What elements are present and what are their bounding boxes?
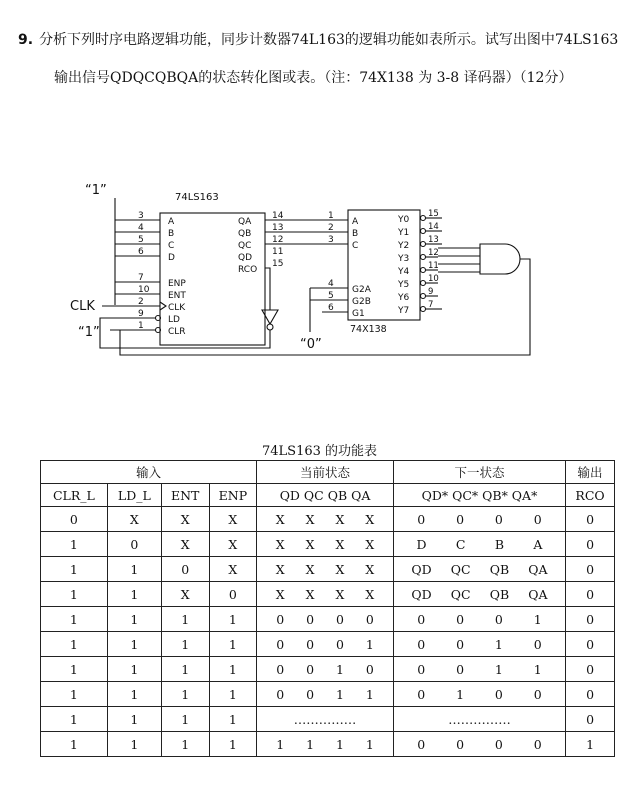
state-bit: QA — [528, 586, 548, 602]
state-bit: 0 — [306, 686, 315, 702]
state-bit: X — [305, 511, 315, 527]
chip1-name: 74LS163 — [175, 192, 219, 203]
table-cell: 1 — [41, 732, 108, 757]
chip-74x138 — [328, 209, 442, 335]
chip2-pin-label: B — [352, 229, 359, 239]
chip2-out-number: 12 — [428, 248, 439, 258]
rco-cell: 1 — [566, 732, 615, 757]
next-state-cell — [393, 732, 565, 757]
chip1-pin-number: 1 — [138, 321, 144, 331]
table-cell: X — [161, 507, 209, 532]
inverter-triangle — [262, 310, 278, 324]
chip2-out-label: Y1 — [398, 228, 410, 238]
col-header-ent: ENT — [161, 484, 209, 507]
and-gate-inputs — [438, 248, 480, 272]
state-bit: X — [365, 536, 375, 552]
current-state-cell — [257, 632, 394, 657]
state-bit: 0 — [417, 661, 426, 677]
state-bit: 0 — [417, 611, 426, 627]
chip1-pin-number: 7 — [138, 273, 144, 283]
state-bit: 1 — [365, 686, 374, 702]
state-bit: 0 — [533, 686, 542, 702]
state-bit: X — [335, 536, 345, 552]
state-bit: QC — [450, 561, 471, 577]
logic-zero: “0” — [300, 337, 322, 352]
table-cell: 1 — [41, 707, 108, 732]
next-state-cell — [393, 532, 565, 557]
state-bit: QC — [450, 586, 471, 602]
chip2-out-bubble — [421, 216, 426, 221]
current-state-cell — [257, 532, 394, 557]
state-bit: X — [275, 561, 285, 577]
chip2-out-label: Y6 — [398, 293, 410, 303]
next-state-cell — [393, 607, 565, 632]
current-state-cell — [257, 682, 394, 707]
chip2-pin-number: 2 — [328, 223, 334, 233]
col-header-enp: ENP — [209, 484, 257, 507]
chip2-pin-number: 1 — [328, 211, 334, 221]
current-state-cell — [257, 557, 394, 582]
table-cell: 1 — [41, 632, 108, 657]
table-row — [41, 657, 615, 682]
table-cell: 0 — [209, 582, 257, 607]
table-cell: 1 — [209, 607, 257, 632]
table-caption: 74LS163 的功能表 — [261, 444, 378, 459]
col-header-rco: RCO — [566, 484, 615, 507]
table-cell: 1 — [41, 682, 108, 707]
rco-cell: 0 — [566, 507, 615, 532]
state-bit: X — [275, 586, 285, 602]
chip1-pin-label: D — [168, 253, 175, 263]
chip2-name: 74X138 — [350, 324, 387, 335]
chip2-out-number: 9 — [428, 287, 434, 297]
table-cell: 1 — [107, 607, 161, 632]
state-bit: 0 — [276, 686, 285, 702]
state-bit: 0 — [456, 736, 465, 752]
chip1-pin-number: 2 — [138, 297, 144, 307]
chip2-out-bubble — [421, 255, 426, 260]
rco-cell: 0 — [566, 682, 615, 707]
group-header-next: 下一状态 — [393, 461, 565, 484]
table-cell: 0 — [41, 507, 108, 532]
chip1-clock-marker — [160, 302, 166, 310]
state-bit: 1 — [336, 686, 344, 702]
state-bit: 0 — [533, 636, 542, 652]
chip2-out-number: 13 — [428, 235, 439, 245]
state-bit: X — [305, 561, 315, 577]
table-row — [41, 682, 615, 707]
state-bit: 1 — [365, 736, 374, 752]
function-table — [40, 460, 615, 757]
chip1-out-number: 15 — [272, 259, 284, 269]
state-bit: X — [365, 511, 375, 527]
state-bit: 1 — [336, 661, 344, 677]
state-bit: 1 — [494, 661, 503, 677]
chip1-pin-label: C — [168, 241, 175, 251]
and-gate — [480, 244, 520, 274]
state-bit: 0 — [365, 611, 374, 627]
table-cell: 1 — [107, 582, 161, 607]
state-bit: 0 — [417, 686, 426, 702]
table-cell: 1 — [41, 607, 108, 632]
rco-cell: 0 — [566, 532, 615, 557]
state-bit: C — [455, 536, 466, 552]
wire-rco — [265, 268, 270, 310]
state-bit: 0 — [417, 636, 426, 652]
table-cell: 1 — [161, 632, 209, 657]
chip1-out-number: 14 — [272, 211, 284, 221]
rco-cell: 0 — [566, 657, 615, 682]
chip2-out-bubble — [421, 242, 426, 247]
table-cell: 1 — [209, 732, 257, 757]
state-bit: 0 — [276, 636, 285, 652]
current-state-cell: …………… — [257, 707, 394, 732]
table-row — [41, 582, 615, 607]
chip-74ls163 — [115, 192, 284, 345]
chip2-out-bubble — [421, 294, 426, 299]
state-bit: QA — [528, 561, 548, 577]
table-cell: X — [209, 557, 257, 582]
state-bit: 0 — [336, 636, 344, 652]
state-bit: 0 — [456, 611, 465, 627]
group-header-output: 输出 — [566, 461, 615, 484]
chip1-out-label: QB — [238, 229, 252, 239]
state-bit: QD — [411, 586, 432, 602]
current-state-cell — [257, 582, 394, 607]
chip2-out-number: 14 — [428, 222, 439, 232]
chip2-out-label: Y3 — [398, 254, 410, 264]
chip2-pin-label: A — [352, 217, 359, 227]
chip1-pin-label: ENT — [168, 291, 186, 301]
next-state-cell: …………… — [393, 707, 565, 732]
table-cell: 1 — [107, 657, 161, 682]
chip2-out-label: Y0 — [398, 215, 410, 225]
group-header-current: 当前状态 — [257, 461, 394, 484]
col-header-clr: CLR_L — [41, 484, 108, 507]
chip1-out-label: RCO — [238, 265, 258, 275]
state-bit: 1 — [533, 611, 542, 627]
table-cell: 1 — [161, 707, 209, 732]
chip1-out-label: QC — [238, 241, 252, 251]
table-cell: X — [209, 507, 257, 532]
table-cell: 1 — [209, 657, 257, 682]
col-header-next: QD* QC* QB* QA* — [393, 484, 565, 507]
rco-cell: 0 — [566, 607, 615, 632]
table-cell: 1 — [41, 532, 108, 557]
state-bit: 0 — [533, 511, 542, 527]
current-state-cell — [257, 732, 394, 757]
rco-cell: 0 — [566, 707, 615, 732]
chip2-pin-label: G1 — [352, 309, 365, 319]
state-bit: X — [335, 561, 345, 577]
chip1-out-label: QA — [238, 217, 252, 227]
chip2-pin-number: 6 — [328, 303, 334, 313]
state-bit: 0 — [276, 611, 285, 627]
rco-cell: 0 — [566, 582, 615, 607]
state-bit: 0 — [365, 661, 374, 677]
state-bit: X — [365, 561, 375, 577]
table-cell: 0 — [107, 532, 161, 557]
state-bit: 0 — [494, 611, 503, 627]
col-header-current: QD QC QB QA — [257, 484, 394, 507]
state-bit: X — [335, 511, 345, 527]
chip2-out-label: Y7 — [398, 306, 410, 316]
chip2-out-bubble — [421, 307, 426, 312]
chip2-out-number: 15 — [428, 209, 439, 219]
table-cell: 1 — [107, 707, 161, 732]
table-cell: 1 — [107, 557, 161, 582]
state-bit: 0 — [456, 661, 465, 677]
chip2-out-bubble — [421, 281, 426, 286]
chip1-pin-number: 10 — [138, 285, 150, 295]
state-bit: B — [494, 536, 504, 552]
chip2-out-bubble — [421, 268, 426, 273]
state-bit: 0 — [417, 736, 426, 752]
state-bit: 0 — [276, 661, 285, 677]
table-row — [41, 732, 615, 757]
chip1-pin-label: A — [168, 217, 175, 227]
logic-one-left: “1” — [78, 325, 100, 340]
table-row — [41, 532, 615, 557]
clk-label: CLK — [70, 299, 95, 314]
chip2-out-number: 11 — [428, 261, 439, 271]
chip1-pin-label: B — [168, 229, 175, 239]
chip1-pin-label: CLR — [168, 327, 186, 337]
state-bit: X — [305, 536, 315, 552]
table-cell: 1 — [161, 607, 209, 632]
state-bit: X — [305, 586, 315, 602]
state-bit: QB — [489, 586, 510, 602]
state-bit: 0 — [417, 511, 426, 527]
question-number: 9. — [18, 32, 34, 48]
chip1-pin-number: 3 — [138, 211, 144, 221]
table-cell: 1 — [107, 682, 161, 707]
table-row — [41, 507, 615, 532]
chip1-pin-label: LD — [168, 315, 180, 325]
table-row — [41, 632, 615, 657]
state-bit: D — [416, 536, 427, 552]
state-bit: 0 — [336, 611, 344, 627]
state-bit: 0 — [306, 636, 315, 652]
chip2-out-bubble — [421, 229, 426, 234]
chip1-pin-number: 4 — [138, 223, 144, 233]
state-bit: 1 — [306, 736, 315, 752]
col-header-ld: LD_L — [107, 484, 161, 507]
state-bit: 0 — [533, 736, 542, 752]
state-bit: X — [365, 586, 375, 602]
chip1-pin-label: ENP — [168, 279, 186, 289]
table-cell: 1 — [161, 732, 209, 757]
chip2-pin-label: C — [352, 241, 359, 251]
table-cell: 1 — [161, 682, 209, 707]
table-cell: 1 — [209, 682, 257, 707]
question-line-1-text: 分析下列时序电路逻辑功能，同步计数器74L163的逻辑功能如表所示。试写出图中74LS163 — [39, 32, 619, 48]
state-bit: 0 — [494, 511, 503, 527]
chip1-pin-number: 9 — [138, 309, 144, 319]
table-row — [41, 607, 615, 632]
table-cell: 1 — [209, 632, 257, 657]
state-bit: 0 — [494, 686, 503, 702]
chip2-out-label: Y2 — [398, 241, 410, 251]
current-state-cell — [257, 657, 394, 682]
chip1-pin-number: 5 — [138, 235, 144, 245]
state-bit: X — [335, 586, 345, 602]
next-state-cell — [393, 557, 565, 582]
next-state-cell — [393, 582, 565, 607]
group-header-inputs: 输入 — [41, 461, 257, 484]
state-bit: 1 — [336, 736, 344, 752]
circuit-diagram — [60, 170, 560, 360]
chip2-pin-number: 5 — [328, 291, 334, 301]
state-bit: 0 — [306, 661, 315, 677]
table-cell: 1 — [41, 582, 108, 607]
state-bit: 1 — [533, 661, 542, 677]
current-state-cell — [257, 607, 394, 632]
state-bit: 1 — [365, 636, 374, 652]
question-line-2: 输出信号QDQCQBQA的状态转化图或表。（注：74X138 为 3-8 译码器）（12分） — [54, 70, 573, 86]
chip2-pin-number: 3 — [328, 235, 334, 245]
chip2-out-number: 7 — [428, 300, 434, 310]
state-bit: X — [275, 536, 285, 552]
table-cell: 1 — [209, 707, 257, 732]
chip1-out-label: QD — [238, 253, 253, 263]
state-bit: 0 — [456, 511, 465, 527]
next-state-cell — [393, 657, 565, 682]
state-bit: 1 — [276, 736, 285, 752]
table-row — [41, 707, 615, 732]
table-cell: X — [161, 532, 209, 557]
chip1-pin-number: 6 — [138, 247, 144, 257]
state-bit: 0 — [494, 736, 503, 752]
table-cell: X — [161, 582, 209, 607]
chip1-out-number: 12 — [272, 235, 284, 245]
chip1-out-number: 13 — [272, 223, 284, 233]
chip1-pin-label: CLK — [168, 303, 186, 313]
state-bit: QD — [411, 561, 432, 577]
table-cell: 1 — [107, 632, 161, 657]
table-cell: 1 — [41, 557, 108, 582]
current-state-cell — [257, 507, 394, 532]
table-cell: 1 — [161, 657, 209, 682]
logic-one-top: “1” — [85, 183, 107, 198]
chip1-out-number: 11 — [272, 247, 284, 257]
chip2-out-label: Y5 — [398, 280, 410, 290]
state-bit: A — [533, 536, 543, 552]
state-bit: 1 — [456, 686, 465, 702]
chip2-pin-label: G2B — [352, 297, 371, 307]
state-bit: X — [275, 511, 285, 527]
chip2-out-label: Y4 — [398, 267, 410, 277]
table-cell: 1 — [107, 732, 161, 757]
table-cell: 0 — [161, 557, 209, 582]
question-line-1 — [18, 32, 618, 49]
state-bit: QB — [489, 561, 510, 577]
chip2-out-number: 10 — [428, 274, 439, 284]
table-cell: X — [209, 532, 257, 557]
state-bit: 0 — [456, 636, 465, 652]
table-cell: 1 — [41, 657, 108, 682]
next-state-cell — [393, 632, 565, 657]
next-state-cell — [393, 507, 565, 532]
chip2-pin-number: 4 — [328, 279, 334, 289]
rco-cell: 0 — [566, 632, 615, 657]
state-bit: 1 — [494, 636, 503, 652]
table-cell: X — [107, 507, 161, 532]
next-state-cell — [393, 682, 565, 707]
chip2-pin-label: G2A — [352, 285, 371, 295]
state-bit: 0 — [306, 611, 315, 627]
rco-cell: 0 — [566, 557, 615, 582]
table-row — [41, 557, 615, 582]
